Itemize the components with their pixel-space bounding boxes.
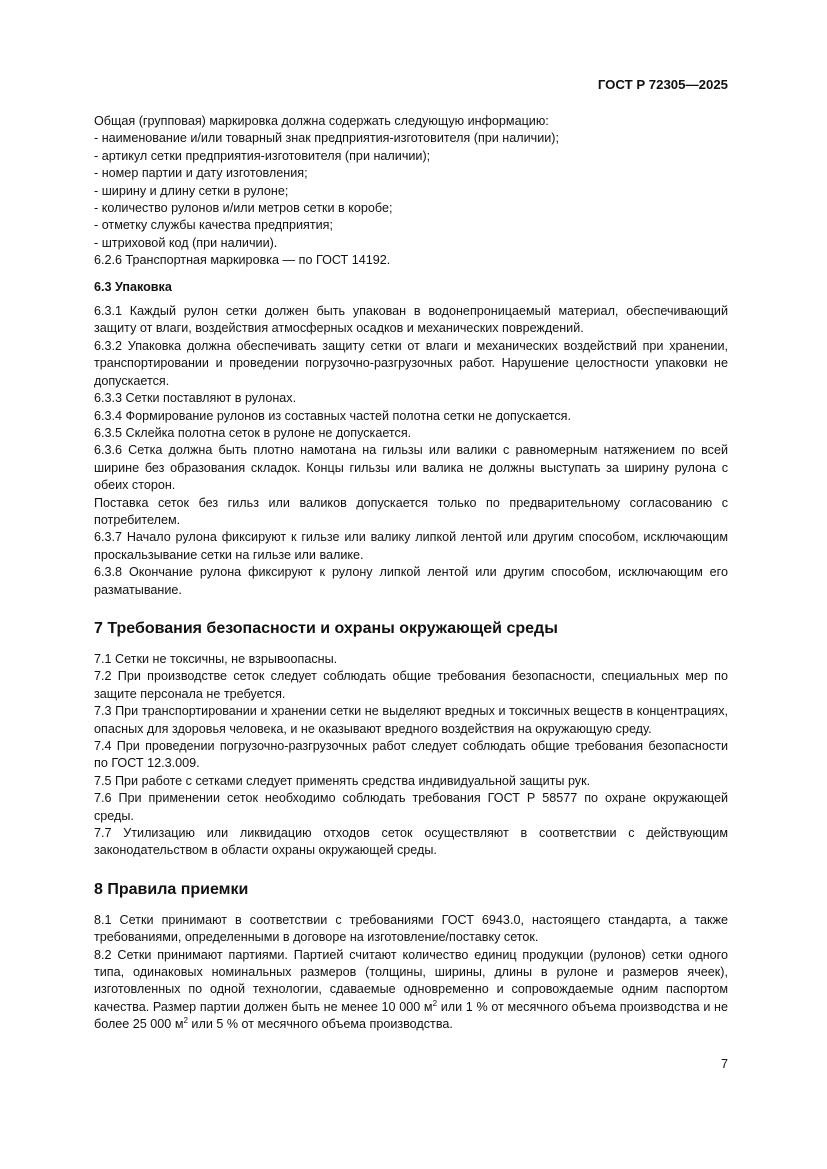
list-item: - артикул сетки предприятия-изготовителя (при наличии); xyxy=(94,148,431,163)
list-item: - штриховой код (при наличии). xyxy=(94,235,278,250)
document-code: ГОСТ Р 72305—2025 xyxy=(597,77,728,92)
clause-8-1: 8.1 Сетки принимают в соответствии с требованиями ГОСТ 6943.0, настоящего стандарта, а также требованиями, определенными в договоре на изготовление/поставку сеток. xyxy=(94,912,728,945)
clause-6-3-4: 6.3.4 Формирование рулонов из составных частей полотна сетки не допускается. xyxy=(94,408,571,423)
clause-6-3-6: 6.3.6 Сетка должна быть плотно намотана на гильзы или валики с равномерным натяжением по всей ширине без образования складок. Концы гильзы или валика не должны выступать за ширину рулона с обеих сторон. xyxy=(94,443,728,493)
clause-7-1: 7.1 Сетки не токсичны, не взрывоопасны. xyxy=(94,651,338,666)
section-heading-6-3: 6.3 Упаковка xyxy=(94,279,172,294)
clause-7-4: 7.4 При проведении погрузочно-разгрузочных работ следует соблюдать общие требования безопасности по ГОСТ 12.3.009. xyxy=(94,739,728,771)
clause-6-2-6: 6.2.6 Транспортная маркировка — по ГОСТ 14192. xyxy=(94,253,391,268)
superscript-2: 2 xyxy=(432,998,438,1008)
clause-6-3-7: 6.3.7 Начало рулона фиксируют к гильзе или валику липкой лентой или другим способом, исключающим проскальзывание сетки на гильзе или валике. xyxy=(94,530,728,562)
clause-7-2: 7.2 При производстве сеток следует соблюдать общие требования безопасности, специальных мер по защите персонала не требуется. xyxy=(94,669,728,701)
list-item: - количество рулонов и/или метров сетки в коробе; xyxy=(94,201,393,216)
clause-7-7: 7.7 Утилизацию или ликвидацию отходов сеток осуществляют в соответствии с действующим законодательством в области охраны окружающей среды. xyxy=(94,826,728,858)
clause-6-3-8: 6.3.8 Окончание рулона фиксируют к рулону липкой лентой или другим способом, исключающим его разматывание. xyxy=(94,565,728,597)
clause-8-2-part-3: или 5 % от месячного объема производства. xyxy=(187,1017,453,1032)
clause-6-3-6-note: Поставка сеток без гильз или валиков допускается только по предварительному согласованию с потребителем. xyxy=(94,495,728,527)
clause-7-5: 7.5 При работе с сетками следует применять средства индивидуальной защиты рук. xyxy=(94,773,591,788)
list-item: - номер партии и дату изготовления; xyxy=(94,166,308,181)
clause-8-2-part-1: 8.2 Сетки принимают партиями. Партией считают количество единиц продукции (рулонов) сетки одного типа, одинаковых номинальных размеров (толщины, ширины, длины в рулоне и размеров ячеек), изготовленных по одной технологии, сдаваемые одновременно и сопровождаемые одним паспортом качества. Размер партии должен быть не менее 10 000 м xyxy=(94,947,728,1014)
clause-6-3-5: 6.3.5 Склейка полотна сеток в рулоне не допускается. xyxy=(94,425,412,440)
clause-7-3: 7.3 При транспортировании и хранении сетки не выделяют вредных и токсичных веществ в концентрациях, опасных для здоровья человека, и не оказывают вредного воздействия на окружающую среду. xyxy=(94,704,728,736)
marking-lead: Общая (групповая) маркировка должна содержать следующую информацию: xyxy=(94,114,549,128)
page-content xyxy=(94,113,728,1034)
list-item: - ширину и длину сетки в рулоне; xyxy=(94,183,289,198)
list-item: - наименование и/или товарный знак предприятия-изготовителя (при наличии); xyxy=(94,131,559,146)
clause-6-3-1: 6.3.1 Каждый рулон сетки должен быть упакован в водонепроницаемый материал, обеспечивающий защиту от влаги, воздействия атмосферных осадков и механических повреждений. xyxy=(94,304,728,336)
clause-8-2 xyxy=(94,947,728,1034)
page-number: 7 xyxy=(720,1057,728,1071)
section-heading-7: 7 Требования безопасности и охраны окружающей среды xyxy=(94,619,558,637)
clause-6-3-2: 6.3.2 Упаковка должна обеспечивать защиту сетки от влаги и механических воздействий при хранении, транспортировании и проведении погрузочно-разгрузочных работ. Нарушение целостности упаковки не допускается. xyxy=(94,338,728,388)
section-heading-8: 8 Правила приемки xyxy=(94,880,249,898)
list-item: - отметку службы качества предприятия; xyxy=(94,218,333,233)
superscript-2: 2 xyxy=(183,1016,188,1026)
clause-8-2-part-2: или 1 % от месячного объема производства и не более 25 000 м xyxy=(94,999,729,1032)
clause-6-3-3: 6.3.3 Сетки поставляют в рулонах. xyxy=(94,391,297,406)
clause-7-6: 7.6 При применении сеток необходимо соблюдать требования ГОСТ Р 58577 по охране окружающей среды. xyxy=(94,791,728,823)
